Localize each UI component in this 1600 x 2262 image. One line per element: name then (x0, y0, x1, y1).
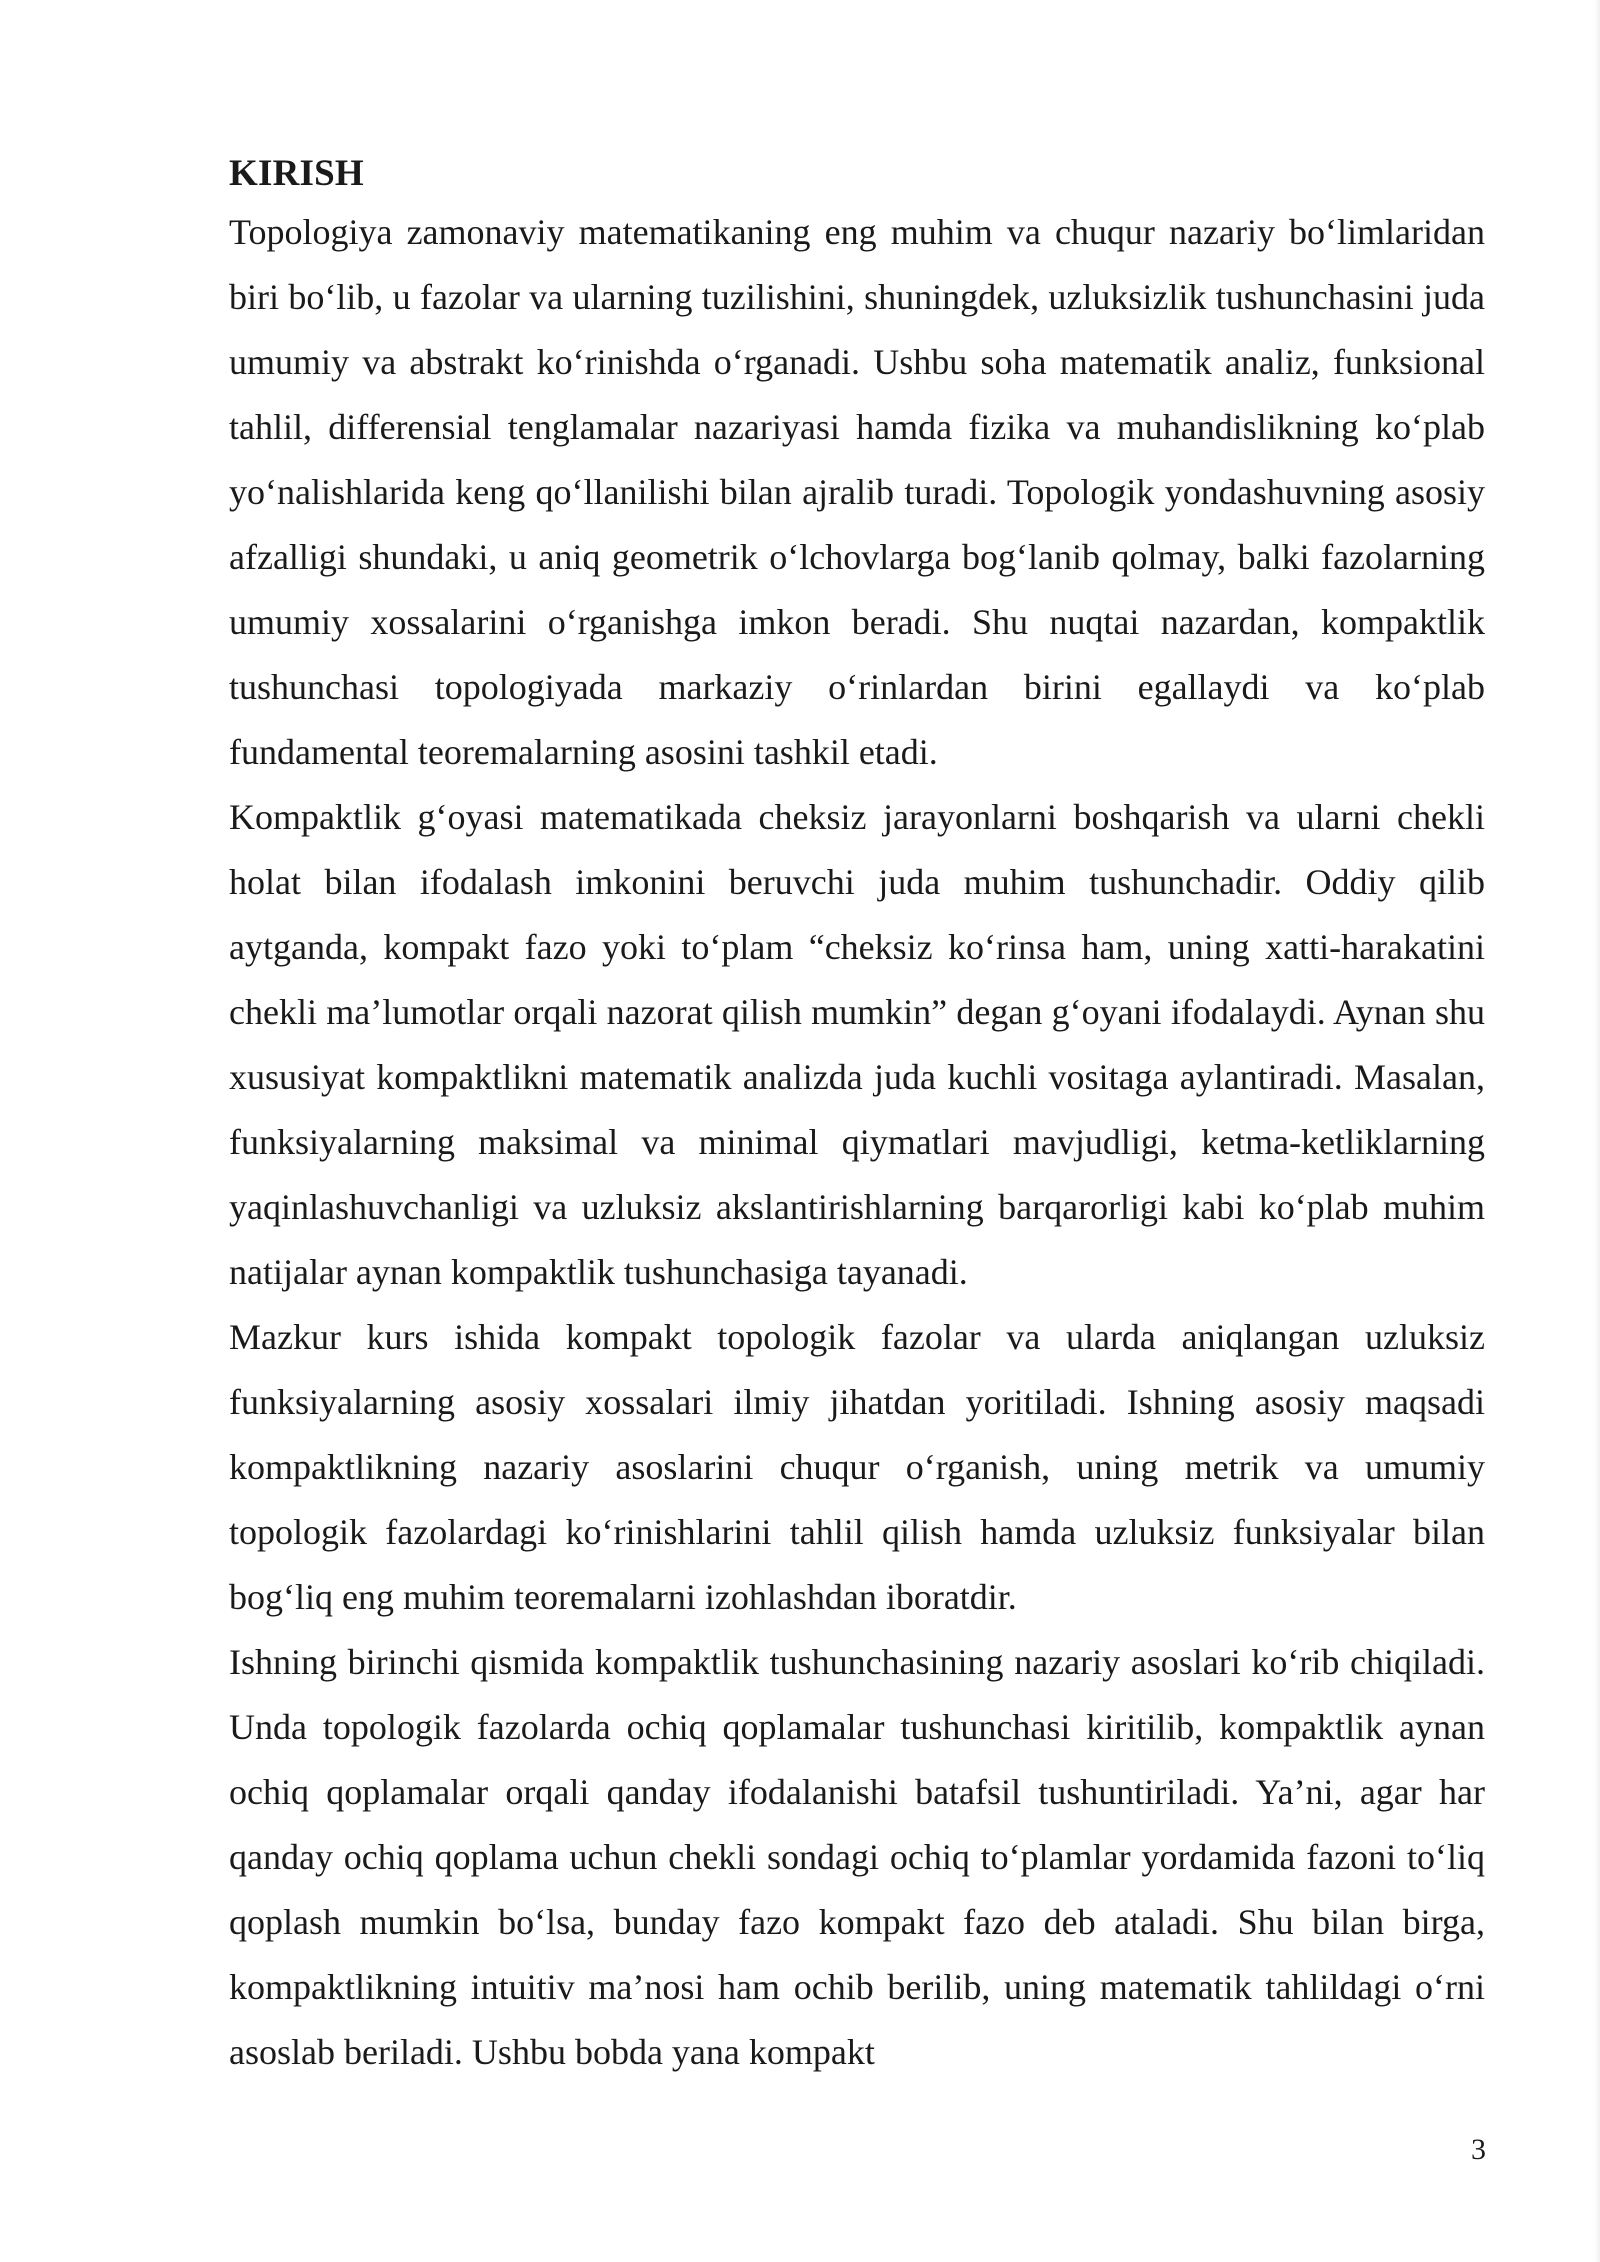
paragraph-first-part: Ishning birinchi qismida kompaktlik tushunchasining nazariy asoslari ko‘rib chiqiladi. Unda topologik fazolarda ochiq qoplamalar tushunchasi kiritilib, kompaktlik aynan ochiq qoplamalar orqali qanday ifodalanishi batafsil tushuntiriladi. Ya’ni, agar har qanday ochiq qoplama uchun chekli sondagi ochiq to‘plamlar yordamida fazoni to‘liq qoplash mumkin bo‘lsa, bunday fazo kompakt fazo deb ataladi. Shu bilan birga, kompaktlikning intuitiv ma’nosi ham ochib berilib, uning matematik tahlildagi o‘rni asoslab beriladi. Ushbu bobda yana kompakt (229, 1642, 1485, 2072)
paragraph-course-goal: Mazkur kurs ishida kompakt topologik fazolar va ularda aniqlangan uzluksiz funksiyalarning asosiy xossalari ilmiy jihatdan yoritiladi. Ishning asosiy maqsadi kompaktlikning nazariy asoslarini chuqur o‘rganish, uning metrik va umumiy topologik fazolardagi ko‘rinishlarini tahlil qilish hamda uzluksiz funksiyalar bilan bog‘liq eng muhim teoremalarni izohlashdan iboratdir. (229, 1317, 1485, 1617)
section-heading: KIRISH (229, 153, 364, 194)
paragraph-compactness-idea: Kompaktlik g‘oyasi matematikada cheksiz jarayonlarni boshqarish va ularni chekli holat bilan ifodalash imkonini beruvchi juda muhim tushunchadir. Oddiy qilib aytganda, kompakt fazo yoki to‘plam “cheksiz ko‘rinsa ham, uning xatti-harakatini chekli ma’lumotlar orqali nazorat qilish mumkin” degan g‘oyani ifodalaydi. Aynan shu xususiyat kompaktlikni matematik analizda juda kuchli vositaga aylantiradi. Masalan, funksiyalarning maksimal va minimal qiymatlari mavjudligi, ketma-ketliklarning yaqinlashuvchanligi va uzluksiz akslantirishlarning barqarorligi kabi ko‘plab muhim natijalar aynan kompaktlik tushunchasiga tayanadi. (229, 797, 1485, 1292)
page-number: 3 (1471, 2133, 1486, 2166)
paragraph-topology-intro: Topologiya zamonaviy matematikaning eng muhim va chuqur nazariy bo‘limlaridan biri bo‘lib, u fazolar va ularning tuzilishini, shuningdek, uzluksizlik tushunchasini juda umumiy va abstrakt ko‘rinishda o‘rganadi. Ushbu soha matematik analiz, funksional tahlil, differensial tenglamalar nazariyasi hamda fizika va muhandislikning ko‘plab yo‘nalishlarida keng qo‘llanilishi bilan ajralib turadi. Topologik yondashuvning asosiy afzalligi shundaki, u aniq geometrik o‘lchovlarga bog‘lanib qolmay, balki fazolarning umumiy xossalarini o‘rganishga imkon beradi. Shu nuqtai nazardan, kompaktlik tushunchasi topologiyada markaziy o‘rinlardan birini egallaydi va ko‘plab fundamental teoremalarning asosini tashkil etadi. (229, 212, 1485, 772)
document-body (229, 148, 1485, 2085)
page-edge-shadow (1594, 0, 1600, 2262)
